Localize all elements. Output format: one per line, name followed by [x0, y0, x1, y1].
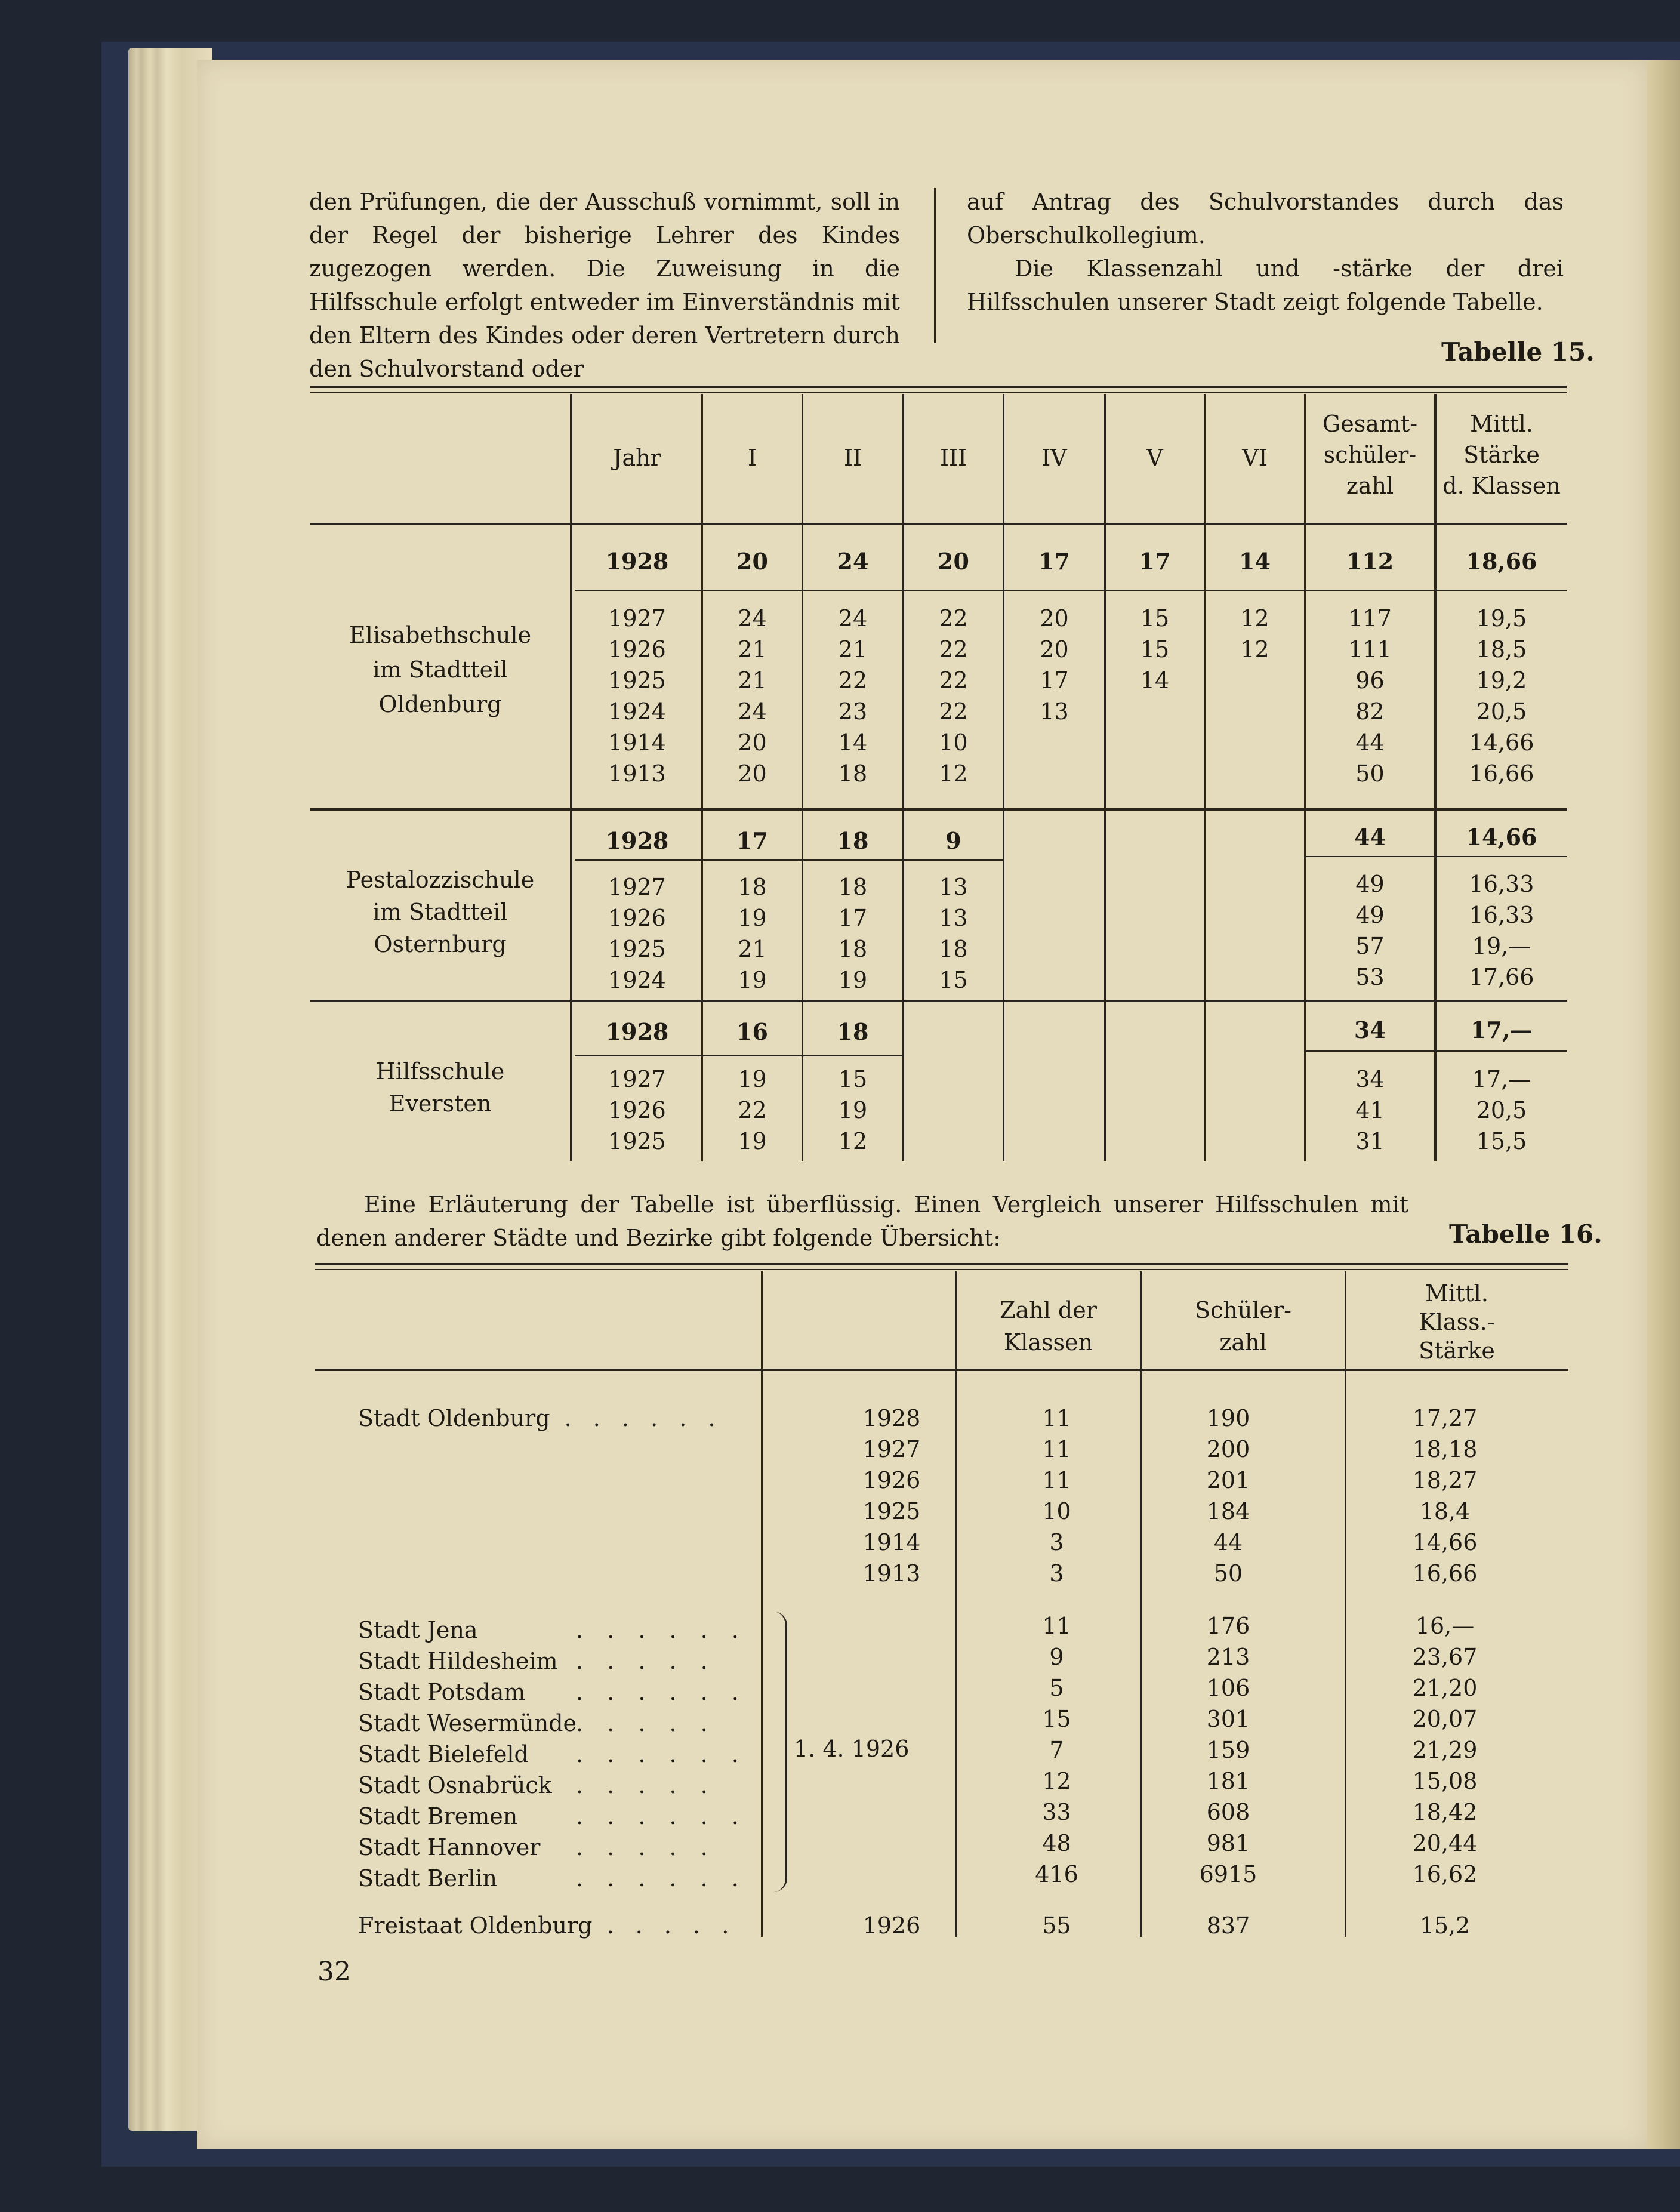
leader-dots: . . . . . . — [550, 1405, 723, 1431]
t16-oldenburg-label — [358, 1403, 752, 1434]
intro-right-column — [967, 185, 1564, 319]
t15-g1-bold-avg: 18,66 — [1466, 548, 1537, 575]
t15-vline — [1204, 394, 1206, 1161]
t15-g2-col-total: 49 49 57 53 — [1355, 871, 1385, 990]
t15-g2-bold-year: 1928 — [605, 827, 669, 854]
t16-oldenburg-staerke: 17,27 18,18 18,27 18,4 14,66 16,66 — [1412, 1405, 1478, 1586]
table15-top-rule — [310, 386, 1567, 388]
t16-cities-labels: Stadt Jena Stadt Hildesheim Stadt Potsdam Stadt Wesermünde Stadt Bielefeld Stadt Osnabrück Stadt Bremen Stadt Hannover Stadt Berlin — [358, 1617, 577, 1891]
t15-g1-years: 1927 1926 1925 1924 1914 1913 — [608, 605, 666, 787]
t15-g1-bold-year: 1928 — [605, 548, 669, 575]
t15-g1-bold-IV: 17 — [1038, 548, 1070, 575]
t15-g1-col-III: 22 22 22 22 10 12 — [939, 605, 968, 787]
t15-g1-bold-VI: 14 — [1239, 548, 1271, 575]
t15-g2-col-I: 18 19 21 19 — [738, 874, 767, 993]
table16-top-rule — [315, 1263, 1568, 1265]
t16-cities-dots: . . . . . . . . . . . . . . . . . . . . . . . . . . . . . . . . . . . . . . . . . . . . . . . . . . — [576, 1617, 747, 1891]
t15-g1-col-I: 24 21 21 24 20 20 — [738, 605, 767, 787]
t15-g3-col-avg: 17,— 20,5 15,5 — [1472, 1066, 1531, 1154]
t15-vline — [1104, 394, 1106, 1161]
t16-oldenburg-name: Stadt Oldenburg — [358, 1405, 550, 1431]
t15-g1-col-VI: 12 12 — [1240, 605, 1269, 663]
table16-caption: Tabelle 16. — [1449, 1219, 1602, 1249]
between-text-block — [316, 1188, 1564, 1255]
t15-g2-subrule-b — [1306, 856, 1567, 857]
t15-g2-bold-II: 18 — [837, 827, 869, 854]
t16-vline — [761, 1271, 763, 1937]
t15-group-label-elisabethschule: Elisabethschule im Stadtteil Oldenburg — [349, 622, 532, 717]
t15-g2-bold-III: 9 — [945, 827, 961, 854]
column-divider — [934, 188, 936, 343]
table16-header-rule — [315, 1369, 1568, 1371]
t16-oldenburg-klassen: 11 11 11 10 3 3 — [1042, 1405, 1071, 1586]
t15-header-jahr: Jahr — [613, 445, 661, 471]
t15-g2-subrule-a — [575, 859, 1003, 861]
t15-header-mittl: Mittl. Stärke d. Klassen — [1442, 411, 1561, 499]
t15-g2-years: 1927 1926 1925 1924 — [608, 874, 666, 993]
t16-cities-staerke: 16,— 23,67 21,20 20,07 21,29 15,08 18,42 20,44 16,62 — [1412, 1613, 1478, 1887]
t15-header-III: III — [939, 445, 967, 471]
table15-top-rule-2 — [310, 392, 1567, 393]
t15-g3-bold-total: 34 — [1354, 1016, 1386, 1043]
t16-freistaat-staerke: 15,2 — [1419, 1912, 1471, 1939]
t15-g1-bold-III: 20 — [938, 548, 969, 575]
t15-g1-col-II: 24 21 22 23 14 18 — [838, 605, 868, 787]
t15-g1-subrule — [575, 590, 1567, 591]
t16-cities-klassen: 11 9 5 15 7 12 33 48 416 — [1035, 1613, 1078, 1887]
table15-caption: Tabelle 15. — [1441, 337, 1595, 366]
t16-header-schueler: Schüler- zahl — [1195, 1297, 1291, 1355]
t15-group-rule — [310, 1000, 1567, 1002]
table16-top-rule-2 — [315, 1269, 1568, 1270]
t16-freistaat-year: 1926 — [862, 1912, 921, 1939]
t15-g3-bold-II: 18 — [837, 1018, 869, 1045]
t15-g1-bold-total: 112 — [1346, 548, 1394, 575]
t15-vline — [570, 394, 572, 1161]
t15-g3-bold-I: 16 — [736, 1018, 768, 1045]
t15-g3-bold-year: 1928 — [605, 1018, 669, 1045]
t16-freistaat-klassen: 55 — [1042, 1912, 1071, 1939]
t16-cities-date: 1. 4. 1926 — [794, 1736, 910, 1762]
intro-right-text-1: auf Antrag des Schulvorstandes durch das Oberschulkollegium. — [967, 189, 1564, 248]
between-text: Eine Erläuterung der Tabelle ist überflüssig. Einen Vergleich unserer Hilfsschulen mit denen anderer Städte und Bezirke gibt folgende Übersicht: — [316, 1191, 1408, 1251]
t15-group-rule — [310, 808, 1567, 811]
t15-g3-col-II: 15 19 12 — [838, 1066, 868, 1154]
t16-header-klassen: Zahl der Klassen — [1000, 1297, 1097, 1355]
t15-vline — [1003, 394, 1004, 1161]
t16-oldenburg-years: 1928 1927 1926 1925 1914 1913 — [862, 1405, 921, 1586]
t15-g2-bold-avg: 14,66 — [1466, 824, 1537, 851]
t15-header-IV: IV — [1041, 445, 1067, 471]
facing-page-edge — [1647, 60, 1680, 2149]
table15-header-rule — [310, 523, 1567, 525]
t15-g2-bold-I: 17 — [736, 827, 768, 854]
t15-g1-bold-V: 17 — [1139, 548, 1171, 575]
t15-g1-bold-II: 24 — [837, 548, 869, 575]
t15-header-VI: VI — [1242, 445, 1268, 471]
t16-freistaat-schueler: 837 — [1206, 1912, 1250, 1939]
t15-header-I: I — [747, 445, 757, 471]
t16-oldenburg-schueler: 190 200 201 184 44 50 — [1206, 1405, 1250, 1586]
intro-right-text-2: Die Klassenzahl und -stärke der drei Hilfsschulen unserer Stadt zeigt folgende Tabelle. — [967, 255, 1564, 315]
t15-g3-col-total: 34 41 31 — [1355, 1066, 1385, 1154]
t15-g1-col-total: 117 111 96 82 44 50 — [1348, 605, 1392, 787]
t16-cities-brace-icon — [773, 1612, 787, 1892]
t15-g1-col-avg: 19,5 18,5 19,2 20,5 14,66 16,66 — [1469, 605, 1534, 787]
t16-freistaat-name: Freistaat Oldenburg — [358, 1912, 593, 1939]
t16-header-staerke: Mittl. Klass.- Stärke — [1419, 1280, 1495, 1364]
t15-g3-years: 1927 1926 1925 — [608, 1066, 666, 1154]
t15-g2-bold-total: 44 — [1354, 824, 1386, 851]
t15-g3-subrule-a — [575, 1055, 902, 1056]
t15-g2-col-II: 18 17 18 19 — [838, 874, 868, 993]
intro-left-column — [309, 185, 900, 386]
intro-left-text: den Prüfungen, die der Ausschuß vornimmt, soll in der Regel der bisherige Lehrer des Kindes zugezogen werden. Die Zuweisung in die Hilfsschule erfolgt entweder im Einverständnis mit den Eltern des Kindes oder deren Vertretern durch den Schulvorstand oder — [309, 189, 900, 382]
t15-header-gesamt: Gesamt- schüler- zahl — [1322, 411, 1418, 499]
t15-group-label-pestalozzischule: Pestalozzischule im Stadtteil Osternburg — [346, 867, 535, 957]
page-number: 32 — [317, 1957, 351, 1987]
t16-cities-schueler: 176 213 106 301 159 181 608 981 6915 — [1199, 1613, 1257, 1887]
leader-dots: . . . . . — [592, 1912, 736, 1939]
t15-header-V: V — [1146, 445, 1163, 471]
t15-g1-col-IV: 20 20 17 13 — [1040, 605, 1069, 725]
t15-header-II: II — [843, 445, 862, 471]
t16-freistaat-label — [358, 1910, 752, 1941]
t15-g3-subrule-b — [1306, 1050, 1567, 1052]
t15-g3-bold-avg: 17,— — [1470, 1016, 1533, 1043]
t15-g1-col-V: 15 15 14 — [1140, 605, 1170, 694]
t15-g1-bold-I: 20 — [736, 548, 768, 575]
t15-g3-col-I: 19 22 19 — [738, 1066, 767, 1154]
t15-g2-col-III: 13 13 18 15 — [939, 874, 968, 993]
t15-g2-col-avg: 16,33 16,33 19,— 17,66 — [1469, 871, 1534, 990]
t15-group-label-eversten: Hilfsschule Eversten — [375, 1058, 505, 1117]
